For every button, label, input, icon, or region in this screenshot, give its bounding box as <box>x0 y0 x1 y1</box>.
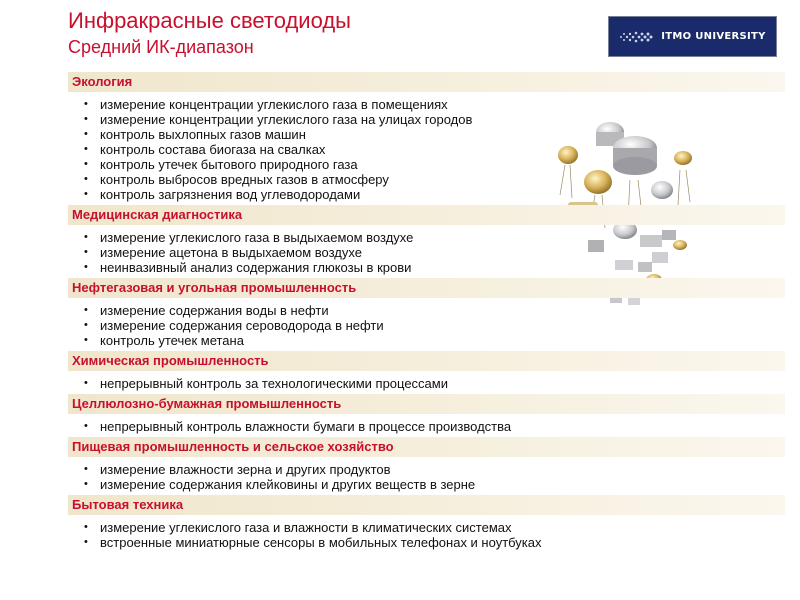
section-header: Пищевая промышленность и сельское хозяйство <box>68 437 785 457</box>
section-header: Медицинская диагностика <box>68 205 785 225</box>
logo-dots-icon <box>619 30 653 44</box>
list-item: • контроль выбросов вредных газов в атмосферу <box>68 172 785 187</box>
logo-text: ITMO UNIVERSITY <box>661 31 766 42</box>
list-item: • измерение содержания воды в нефти <box>68 303 785 318</box>
list-item: • измерение влажности зерна и других продуктов <box>68 462 785 477</box>
section-header: Целлюлозно-бумажная промышленность <box>68 394 785 414</box>
list-item: • измерение ацетона в выдыхаемом воздухе <box>68 245 785 260</box>
list-item: • измерение углекислого газа в выдыхаемом воздухе <box>68 230 785 245</box>
section-items <box>68 515 785 553</box>
section-items <box>68 371 785 394</box>
section-items <box>68 225 785 278</box>
slide-title: Инфракрасные светодиоды <box>68 8 351 33</box>
list-item: • измерение концентрации углекислого газа на улицах городов <box>68 112 785 127</box>
slide-subtitle: Средний ИК-диапазон <box>68 37 254 57</box>
section-items <box>68 298 785 351</box>
section-items <box>68 414 785 437</box>
section-header: Бытовая техника <box>68 495 785 515</box>
list-item: • контроль загрязнения вод углеводородами <box>68 187 785 202</box>
list-item: • встроенные миниатюрные сенсоры в мобильных телефонах и ноутбуках <box>68 535 785 550</box>
itmo-logo <box>608 16 777 57</box>
list-item: • непрерывный контроль влажности бумаги в процессе производства <box>68 419 785 434</box>
list-item: • контроль состава биогаза на свалках <box>68 142 785 157</box>
list-item: • измерение содержания сероводорода в нефти <box>68 318 785 333</box>
section-header: Химическая промышленность <box>68 351 785 371</box>
applications-list <box>68 72 785 553</box>
list-item: • измерение углекислого газа и влажности в климатических системах <box>68 520 785 535</box>
list-item: • неинвазивный анализ содержания глюкозы в крови <box>68 260 785 275</box>
list-item: • измерение концентрации углекислого газа в помещениях <box>68 97 785 112</box>
section-items <box>68 457 785 495</box>
list-item: • измерение содержания клейковины и других веществ в зерне <box>68 477 785 492</box>
list-item: • контроль выхлопных газов машин <box>68 127 785 142</box>
section-header: Экология <box>68 72 785 92</box>
list-item: • контроль утечек метана <box>68 333 785 348</box>
list-item: • контроль утечек бытового природного газа <box>68 157 785 172</box>
section-items <box>68 92 785 205</box>
list-item: • непрерывный контроль за технологическими процессами <box>68 376 785 391</box>
section-header: Нефтегазовая и угольная промышленность <box>68 278 785 298</box>
